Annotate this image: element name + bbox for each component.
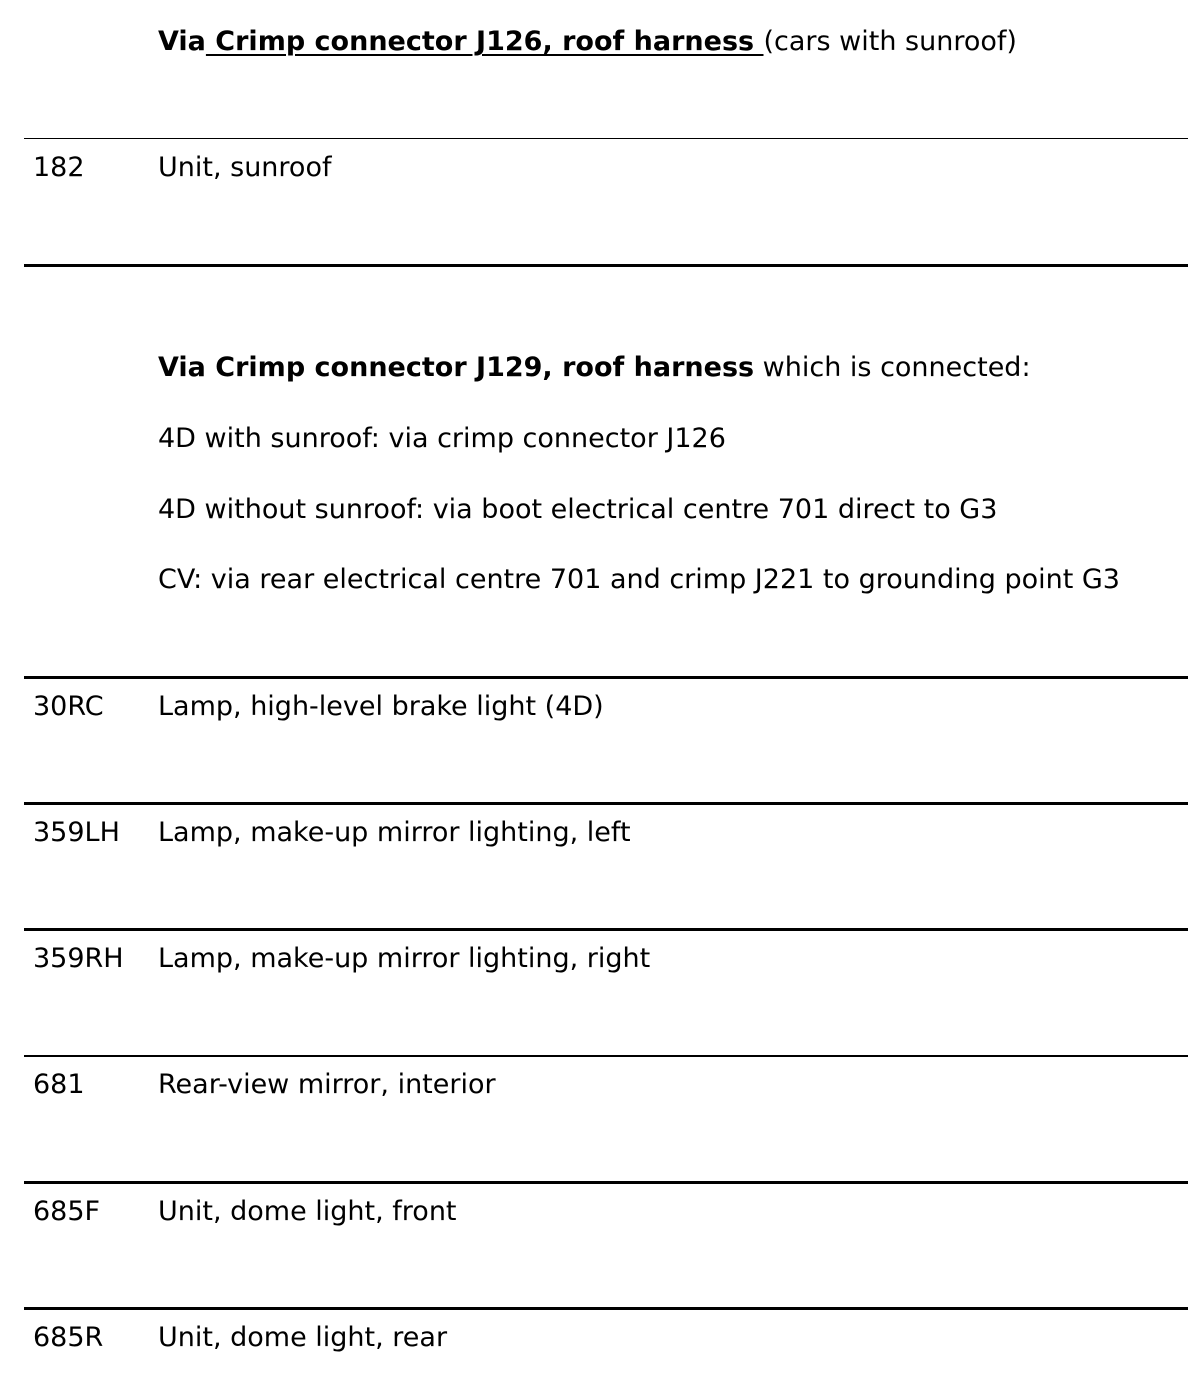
row-code: 681 [33, 1069, 85, 1100]
row-description: Lamp, make-up mirror lighting, left [158, 817, 631, 848]
section1-heading-rest: (cars with sunroof) [763, 26, 1017, 57]
row-code: 685R [33, 1322, 104, 1353]
row-code: 685F [33, 1196, 101, 1227]
section1-heading-link[interactable]: Crimp connector J126, roof harness [205, 26, 764, 57]
section1-heading-via: Via [158, 26, 206, 57]
row-code: 30RC [33, 691, 104, 722]
divider [24, 676, 1188, 679]
row-code: 359LH [33, 817, 120, 848]
divider [24, 1181, 1188, 1184]
section2-heading-rest: which is connected: [754, 352, 1031, 383]
section2-note: CV: via rear electrical centre 701 and crimp J221 to grounding point G3 [158, 564, 1120, 595]
divider [24, 138, 1188, 139]
row-description: Lamp, make-up mirror lighting, right [158, 943, 651, 974]
section2-heading-bold: Via Crimp connector J129, roof harness [158, 352, 755, 383]
section2-heading [158, 354, 1031, 381]
divider [24, 1307, 1188, 1310]
row-description: Lamp, high-level brake light (4D) [158, 691, 604, 722]
row-code: 359RH [33, 943, 124, 974]
row-description: Unit, dome light, front [158, 1196, 457, 1227]
section2-note: 4D with sunroof: via crimp connector J126 [158, 423, 726, 454]
section-divider [24, 264, 1188, 267]
row-description: Unit, sunroof [158, 152, 332, 183]
section2-note: 4D without sunroof: via boot electrical centre 701 direct to G3 [158, 494, 998, 525]
row-description: Unit, dome light, rear [158, 1322, 448, 1353]
section1-heading [158, 28, 1017, 55]
row-code: 182 [33, 152, 85, 183]
divider [24, 1055, 1188, 1057]
divider [24, 928, 1188, 931]
row-description: Rear-view mirror, interior [158, 1069, 496, 1100]
divider [24, 802, 1188, 805]
